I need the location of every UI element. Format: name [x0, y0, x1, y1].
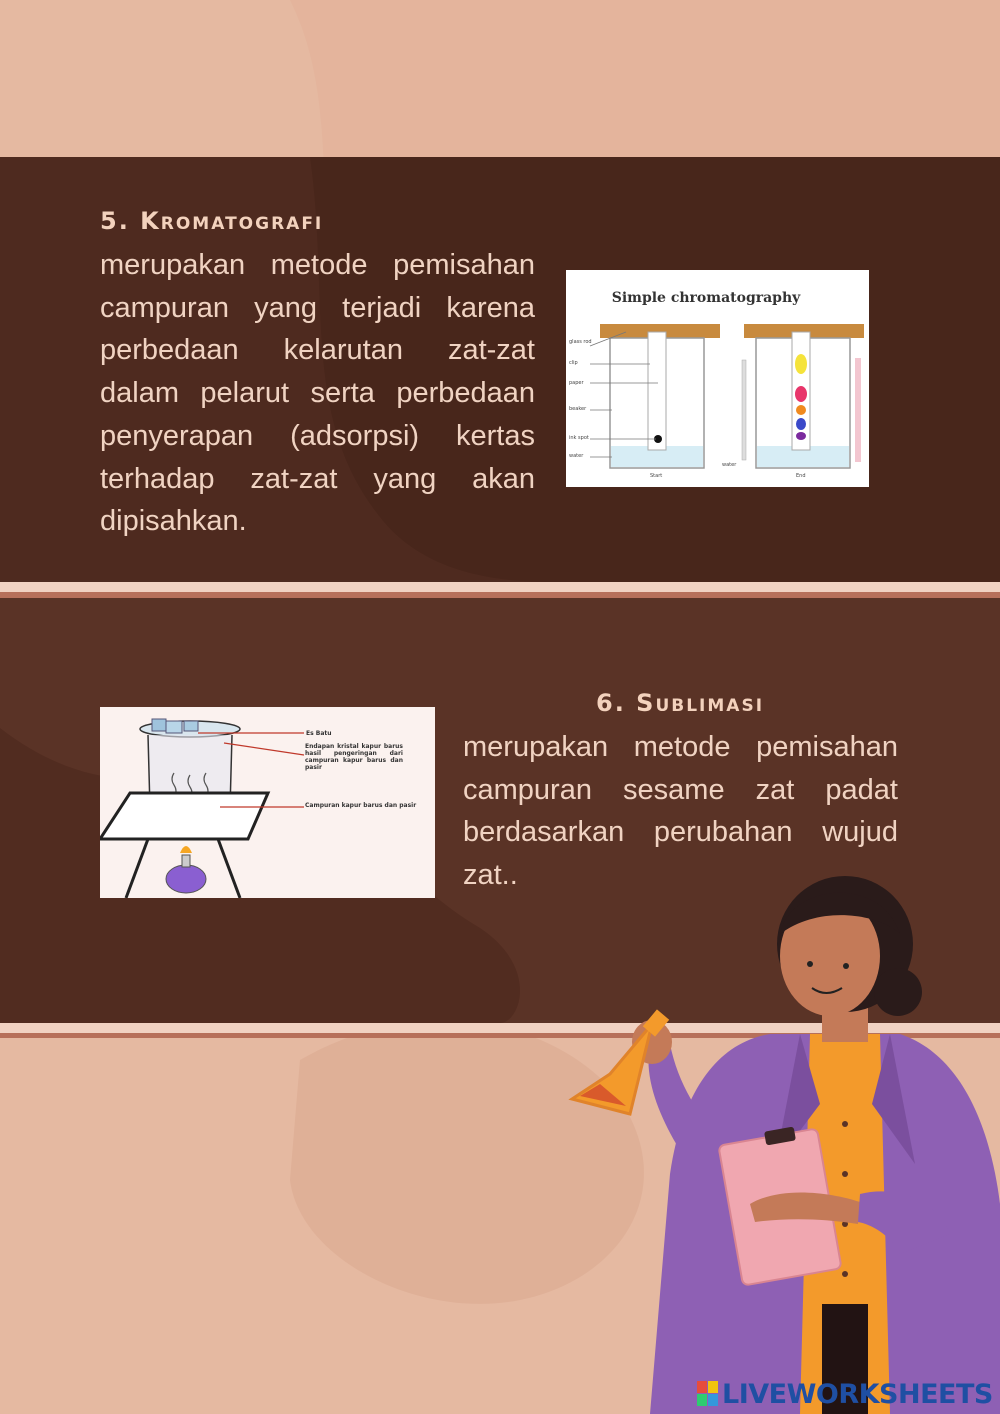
diagram-label: paper	[569, 380, 584, 386]
liveworksheets-logo	[697, 1378, 993, 1410]
liveworksheets-wordmark: LIVEWORKSHEETS	[722, 1378, 993, 1410]
diagram-label: beaker	[569, 406, 587, 412]
diagram-title: Simple chromatography	[611, 290, 801, 306]
diagram-label: water	[569, 453, 584, 459]
section-6-heading: 6. Sublimasi	[596, 689, 765, 717]
scientist-illustration	[560, 874, 1000, 1414]
diagram-label: ink spot	[569, 435, 589, 441]
chromatography-diagram	[566, 270, 869, 487]
diagram-label: Endapan kristal kapur barus hasil pengeringan dari campuran kapur barus dan pasir	[305, 743, 403, 771]
section-6-text: merupakan metode pemisahan campuran sesame zat padat berdasarkan perubahan wujud zat..	[463, 731, 898, 892]
diagram-label: End	[796, 473, 806, 479]
diagram-label: Es Batu	[306, 730, 332, 737]
diagram-label: glass rod	[569, 339, 592, 345]
sublimation-diagram	[100, 707, 435, 898]
divider-stripe	[0, 582, 1000, 592]
diagram-label: Campuran kapur barus dan pasir	[305, 802, 417, 809]
diagram-label: clip	[569, 360, 578, 366]
section-5-heading: 5. Kromatografi	[100, 207, 324, 235]
liveworksheets-mark-icon	[697, 1381, 719, 1407]
section-5-text: merupakan metode pemisahan campuran yang terjadi karena perbedaan kelarutan zat-zat dalam pelarut serta perbedaan penyerapan (adsorpsi) kertas terhadap zat-zat yang akan dipisahkan.	[100, 249, 535, 538]
diagram-label: Start	[650, 473, 663, 479]
diagram-label: water	[722, 462, 737, 468]
